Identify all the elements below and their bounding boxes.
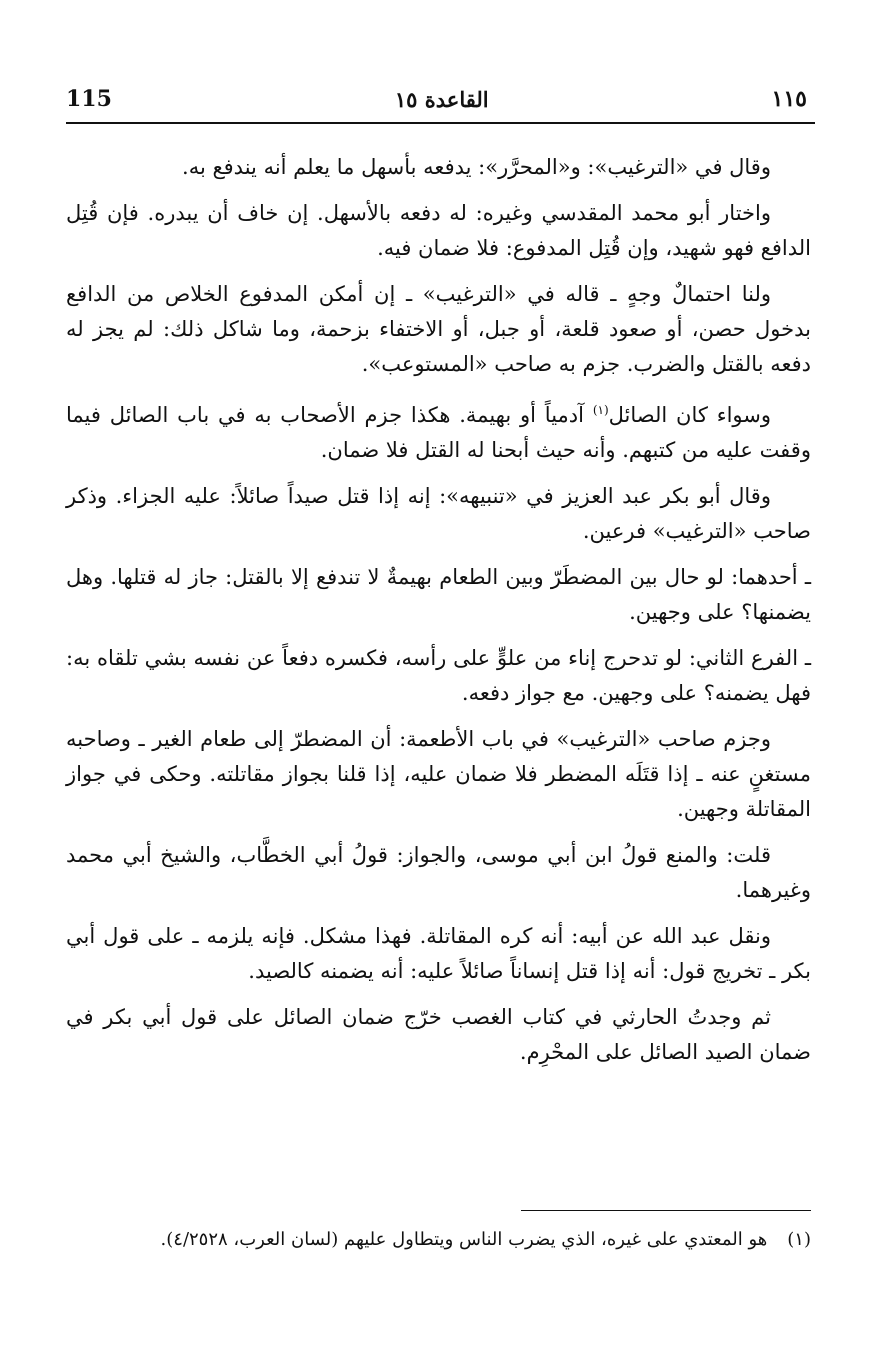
paragraph: ـ الفرع الثاني: لو تدحرج إناء من علوٍّ على رأسه، فكسره دفعاً عن نفسه بشي تلقاه به: فهل يضمنه؟ على وجهين. مع جواز دفعه. xyxy=(66,646,811,705)
page-header xyxy=(66,82,807,116)
paragraph: وقال أبو بكر عبد العزيز في «تنبيهه»: إنه إذا قتل صيداً صائلاً: عليه الجزاء. وذكر صاحب «الترغيب» فرعين. xyxy=(66,484,811,543)
paragraph: وقال في «الترغيب»: و«المحرَّر»: يدفعه بأسهل ما يعلم أنه يندفع به. xyxy=(182,155,771,179)
paragraph: قلت: والمنع قولُ ابن أبي موسى، والجواز: قولُ أبي الخطَّاب، والشيخ أبي محمد وغيرهما. xyxy=(66,843,811,902)
running-title: القاعدة ١٥ xyxy=(394,86,489,112)
paragraph: ـ أحدهما: لو حال بين المضطَرّ وبين الطعام بهيمةٌ لا تندفع إلا بالقتل: جاز له قتلها. وهل يضمنها؟ على وجهين. xyxy=(66,565,811,624)
footnote-ref[interactable]: (١) xyxy=(592,403,609,417)
paragraph: ولنا احتمالٌ وجهٍ ـ قاله في «الترغيب» ـ إن أمكن المدفوع الخلاص من الدافع بدخول حصن، أو صعود قلعة، أو جبل، أو الاختفاء بزحمة، وما شاكل ذلك: لم يجز له دفعه بالقتل والضرب. جزم به صاحب «المستوعب». xyxy=(66,282,811,376)
footnote-text: هو المعتدي على غيره، الذي يضرب الناس ويتطاول عليهم (لسان العرب، ٤/٢٥٢٨). xyxy=(160,1229,768,1250)
main-text xyxy=(66,150,811,1081)
paragraph: واختار أبو محمد المقدسي وغيره: له دفعه بالأسهل. إن خاف أن يبدره. فإن قُتِل الدافع فهو شهيد، وإن قُتِل المدفوع: فلا ضمان فيه. xyxy=(66,201,811,260)
paragraph-text: آدمياً أو بهيمة. هكذا جزم الأصحاب به في باب الصائل فيما وقفت عليه من كتبهم. وأنه حيث أبحنا له القتل فلا ضمان. xyxy=(66,403,811,462)
footnote-number: (١) xyxy=(787,1229,811,1250)
page-number-latin: 115 xyxy=(66,86,112,112)
header-rule xyxy=(66,122,815,124)
page-number-arabic: ١١٥ xyxy=(771,86,807,112)
paragraph: ونقل عبد الله عن أبيه: أنه كره المقاتلة. فهذا مشكل. فإنه يلزمه ـ على قول أبي بكر ـ تخريج قول: أنه إذا قتل إنساناً صائلاً عليه: أنه يضمنه كالصيد. xyxy=(66,924,811,983)
footnote xyxy=(66,1226,811,1254)
paragraph: وجزم صاحب «الترغيب» في باب الأطعمة: أن المضطرّ إلى طعام الغير ـ وصاحبه مستغنٍ عنه ـ إذا قتَلَه المضطر فلا ضمان عليه، إذا قلنا بجواز مقاتلته. وحكى في جواز المقاتلة وجهين. xyxy=(66,727,811,821)
paragraph-text: وسواء كان الصائل xyxy=(608,403,771,427)
paragraph xyxy=(66,393,811,468)
footnote-rule xyxy=(521,1210,811,1211)
paragraph: ثم وجدتُ الحارثي في كتاب الغصب خرّج ضمان الصائل على قول أبي بكر في ضمان الصيد الصائل على المحْرِم. xyxy=(66,1005,811,1064)
